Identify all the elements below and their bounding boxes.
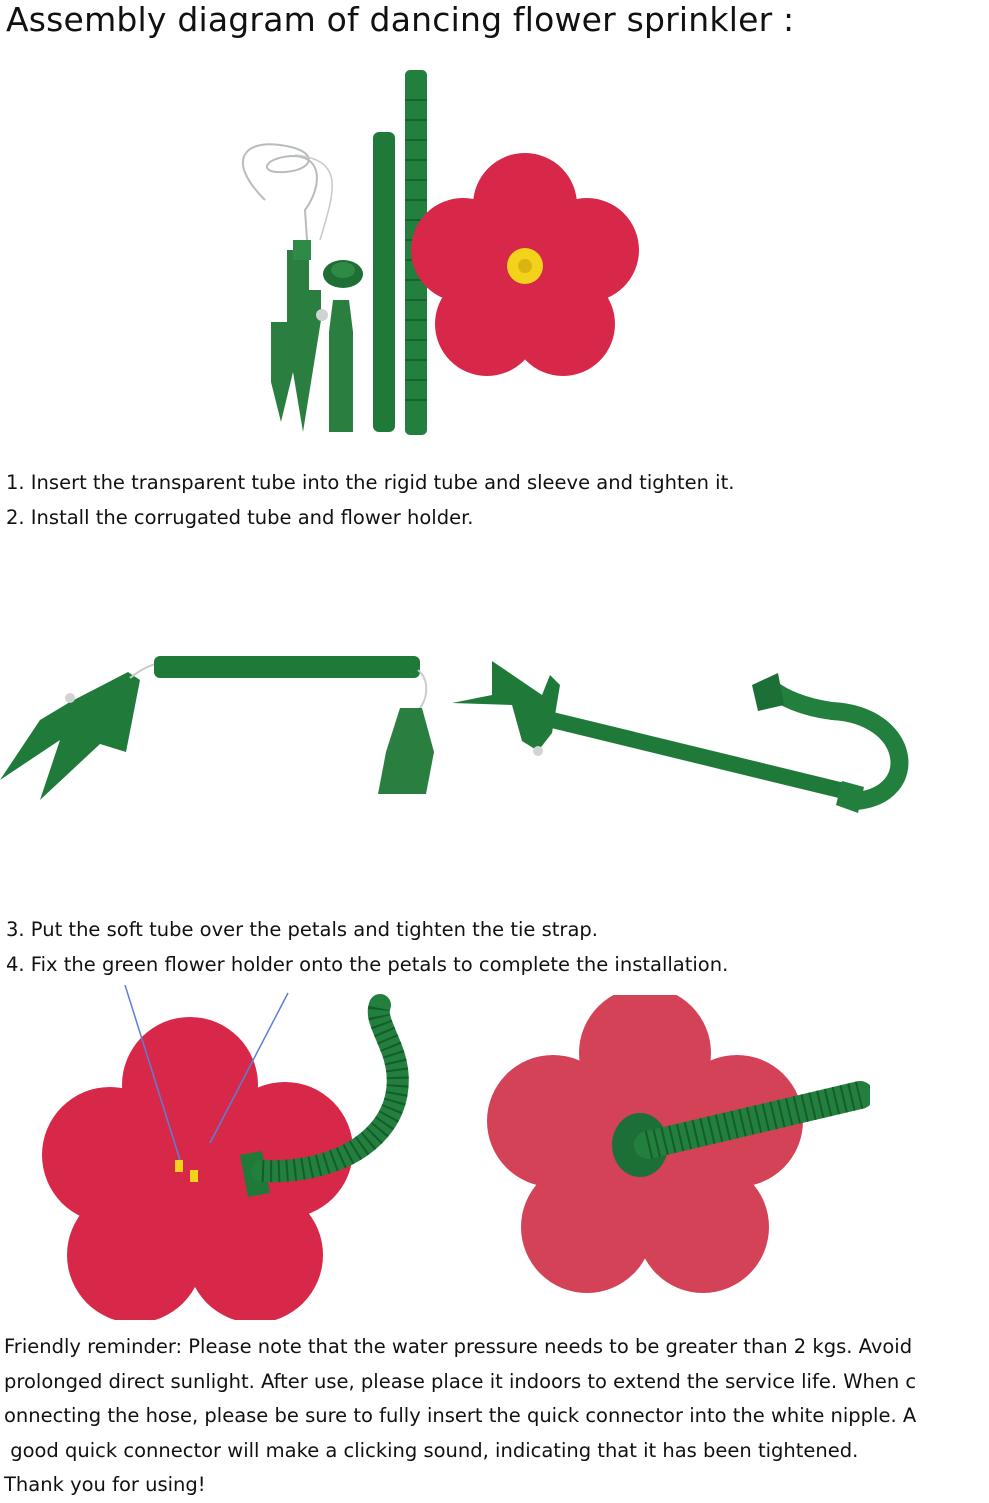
- parts-photo: [225, 60, 645, 450]
- flower-complete-photo: [480, 995, 870, 1295]
- assembly-step-2-photo: [452, 655, 912, 825]
- reminder-line: good quick connector will make a clicking sound, indicating that it has been tightened.: [4, 1438, 859, 1462]
- assembly-step-1-photo: [0, 640, 440, 815]
- step-4-text: 4. Fix the green flower holder onto the petals to complete the installation.: [6, 953, 729, 976]
- step-1-text: 1. Insert the transparent tube into the rigid tube and sleeve and tighten it.: [6, 471, 735, 494]
- reminder-line: prolonged direct sunlight. After use, please place it indoors to extend the service life. When c: [4, 1369, 917, 1393]
- reminder-line: Friendly reminder: Please note that the water pressure needs to be greater than 2 kgs. Avoid: [4, 1335, 913, 1358]
- flower-attach-photo: [30, 985, 450, 1320]
- friendly-reminder: [4, 1330, 986, 1503]
- step-3-text: 3. Put the soft tube over the petals and tighten the tie strap.: [6, 918, 598, 941]
- reminder-line: Thank you for using!: [4, 1473, 206, 1496]
- page-title: Assembly diagram of dancing flower sprinkler :: [6, 0, 795, 39]
- step-2-text: 2. Install the corrugated tube and flower holder.: [6, 506, 474, 529]
- reminder-line: onnecting the hose, please be sure to fully insert the quick connector into the white nipple. A: [4, 1404, 917, 1427]
